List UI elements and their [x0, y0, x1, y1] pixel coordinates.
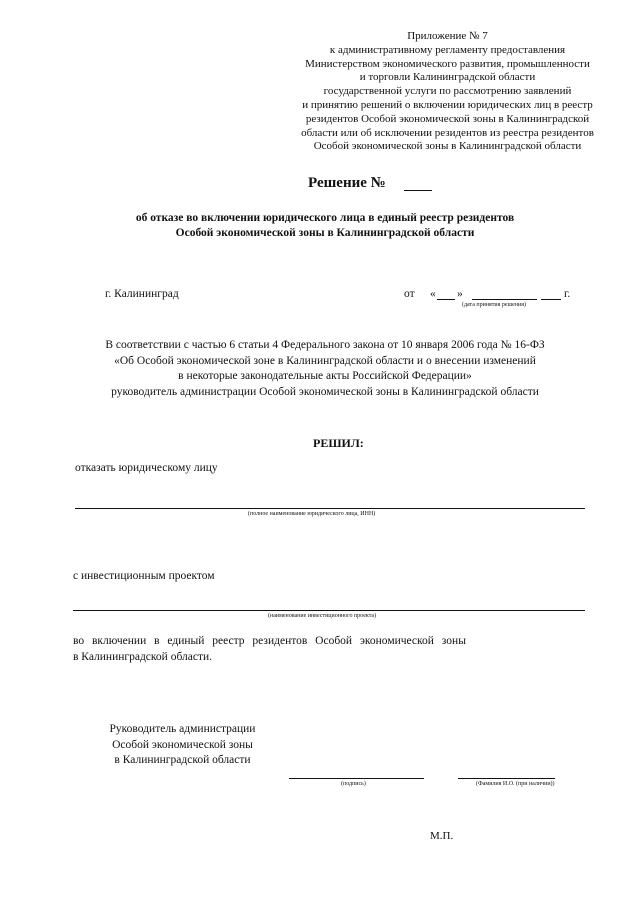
signer-line: в Калининградской области — [114, 754, 251, 766]
legal-line: В соответствии с частью 6 статьи 4 Федерального закона от 10 января 2006 года № 16-ФЗ — [105, 339, 545, 351]
decision-subject — [120, 211, 530, 241]
refuse-text: отказать юридическому лицу — [75, 462, 218, 474]
signer-line: Руководитель администрации — [109, 723, 256, 735]
signer-name-hint: (Фамилия И.О. (при наличии)) — [476, 781, 555, 787]
date-hint: (дата принятия решения) — [462, 302, 527, 308]
decided-heading: РЕШИЛ: — [313, 436, 364, 450]
date-year-suffix: г. — [564, 288, 571, 300]
appendix-line: и торговли Калининградской области — [359, 71, 536, 84]
entity-name-hint: (полное наименование юридического лица, ИНН) — [248, 511, 376, 517]
legal-line: «Об Особой экономической зоне в Калининградской области и о внесении изменений — [114, 354, 536, 367]
date-quote-close: » — [457, 288, 463, 300]
date-quote-open: « — [430, 288, 436, 300]
appendix-line: области или об исключении резидентов из реестра резидентов — [301, 126, 594, 139]
inclusion-text-line-1: во включении в единый реестр резидентов Особой экономической зоны — [73, 635, 466, 647]
date-from-label: от — [404, 288, 415, 300]
appendix-line: к административному регламенту предоставления — [329, 43, 566, 56]
investment-text: с инвестиционным проектом — [73, 570, 215, 582]
appendix-header — [280, 30, 615, 154]
appendix-line: резидентов Особой экономической зоны в Калининградской — [305, 112, 590, 125]
date-year-line — [541, 299, 561, 300]
appendix-line: государственной услуги по рассмотрению заявлений — [323, 85, 572, 98]
subject-line: об отказе во включении юридического лица в единый реестр резидентов — [135, 212, 515, 224]
project-name-hint: (наименование инвестиционного проекта) — [268, 613, 377, 619]
signer-line: Особой экономической зоны — [112, 738, 253, 751]
inclusion-text-line-2: в Калининградской области. — [73, 651, 213, 663]
signer-name-line — [458, 778, 555, 779]
signer-title — [105, 722, 260, 769]
decision-number-line — [404, 190, 432, 191]
subject-line: Особой экономической зоны в Калининградской области — [175, 227, 475, 239]
signature-hint: (подпись) — [341, 781, 366, 787]
decision-title: Решение № — [308, 175, 386, 191]
appendix-line: Министерством экономического развития, промышленности — [305, 57, 590, 70]
signature-line — [289, 778, 424, 779]
date-month-line — [472, 299, 537, 300]
seal-mark: М.П. — [430, 830, 454, 842]
appendix-line: Приложение № 7 — [407, 30, 488, 42]
entity-name-line — [75, 508, 585, 509]
project-name-line — [73, 610, 585, 611]
legal-basis — [95, 338, 555, 400]
city: г. Калининград — [105, 288, 179, 300]
appendix-line: Особой экономической зоны в Калининградской области — [313, 140, 582, 153]
appendix-line: и принятию решений о включении юридических лиц в реестр — [302, 98, 593, 111]
legal-line: в некоторые законодательные акты Российской Федерации» — [178, 370, 472, 382]
legal-line: руководитель администрации Особой экономической зоны в Калининградской области — [111, 385, 539, 398]
date-day-line — [437, 299, 455, 300]
